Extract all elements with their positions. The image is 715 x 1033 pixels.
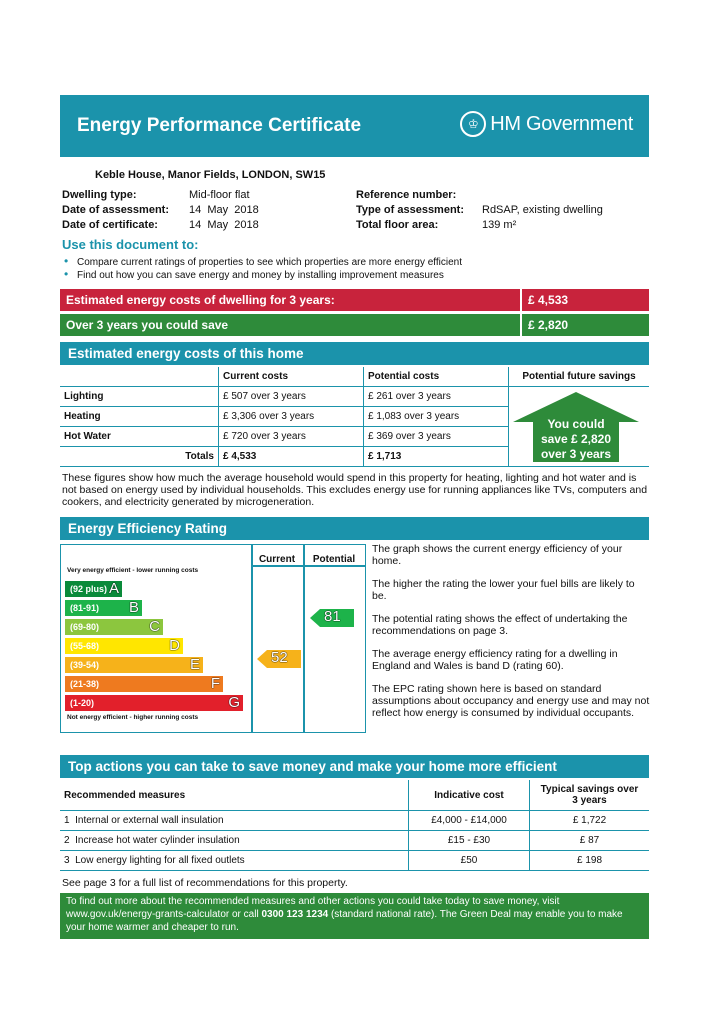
- certificate-title: Energy Performance Certificate: [77, 115, 362, 136]
- rating-band-b: [65, 600, 142, 616]
- band-letter: C: [149, 618, 160, 635]
- rating-band-e: [65, 657, 203, 673]
- current-rating-value: 52: [271, 649, 288, 666]
- certificate-header: [60, 95, 649, 157]
- footer-text: To find out more about the recommended measures and other actions you could take today to save money, visit www.gov.uk/energy-grants-calculator or call 0300 123 1234 (standard national rate). The Green Deal may enable you to make your home warmer and cheaper to run.: [66, 896, 623, 933]
- costs-note: These figures show how much the average household would spend in this property for heating, lighting and hot water and is not based on energy used by individual households. This excludes energy use for running appliances like TVs, computers and cookers, and electricity generated by microgeneration.: [62, 472, 648, 508]
- estimated-cost-label: Estimated energy costs of dwelling for 3 years:: [66, 293, 335, 307]
- rating-band-d: [65, 638, 183, 654]
- band-range: (1-20): [70, 698, 95, 708]
- savings-value: £ 2,820: [520, 314, 568, 336]
- rating-band-f: [65, 676, 223, 692]
- band-letter: F: [210, 675, 220, 692]
- bottom-caption: Not energy efficient - higher running costs: [67, 714, 199, 721]
- rating-band-g: [65, 695, 243, 711]
- chart-divider: [303, 545, 305, 732]
- list-item: • Find out how you can save energy and money by installing improvement measures: [62, 269, 462, 282]
- floor-area-value: 139 m²: [482, 219, 517, 231]
- potential-rating-marker: [310, 609, 354, 627]
- band-range: (39-54): [70, 660, 100, 670]
- savings-label: Over 3 years you could save: [66, 318, 229, 332]
- actions-note: See page 3 for a full list of recommendations for this property.: [62, 877, 348, 889]
- band-letter: E: [189, 656, 200, 673]
- table-header: Indicative cost: [409, 780, 530, 811]
- potential-column-header: Potential: [312, 554, 356, 565]
- top-caption: Very energy efficient - lower running costs: [67, 567, 199, 574]
- rating-section-header: Energy Efficiency Rating: [60, 517, 649, 540]
- actions-table: [60, 780, 649, 871]
- royal-crest-icon: ♔: [460, 111, 486, 137]
- chart-divider: [251, 545, 253, 732]
- table-row: 1 Internal or external wall insulation £4,000 - £14,000 £ 1,722: [60, 811, 649, 831]
- description-paragraph: The higher the rating the lower your fuel bills are likely to be.: [372, 578, 635, 602]
- band-letter: D: [169, 637, 180, 654]
- table-header: Potential costs: [364, 367, 509, 387]
- dwelling-type-value: Mid-floor flat: [189, 189, 250, 201]
- hm-government-logo: [460, 111, 633, 137]
- assessment-type-label: Type of assessment:: [356, 204, 465, 216]
- totals-row: Totals £ 4,533 £ 1,713: [60, 447, 649, 467]
- rating-bands: [65, 581, 249, 711]
- table-header: Recommended measures: [64, 789, 186, 801]
- reference-label: Reference number:: [356, 189, 457, 201]
- rating-band-c: [65, 619, 163, 635]
- rating-band-a: [65, 581, 122, 597]
- certificate-date-value: 14 May 2018: [189, 219, 259, 231]
- table-row: Lighting £ 507 over 3 years £ 261 over 3 years: [60, 387, 649, 407]
- potential-rating-value: 81: [324, 608, 341, 625]
- table-row: 2 Increase hot water cylinder insulation £15 - £30 £ 87: [60, 831, 649, 851]
- table-header: [60, 367, 219, 387]
- hm-government-label: HM Government: [490, 112, 633, 135]
- table-row: Hot Water £ 720 over 3 years £ 369 over 3 years: [60, 427, 649, 447]
- table-row: 3 Low energy lighting for all fixed outlets £50 £ 198: [60, 851, 649, 871]
- estimated-cost-value: £ 4,533: [520, 289, 568, 311]
- assessment-type-value: RdSAP, existing dwelling: [482, 204, 603, 216]
- chart-divider: [251, 565, 365, 567]
- current-rating-marker: [257, 650, 301, 668]
- band-letter: G: [228, 694, 240, 711]
- description-paragraph: The graph shows the current energy efficiency of your home.: [372, 543, 623, 567]
- costs-section-header: Estimated energy costs of this home: [60, 342, 649, 365]
- actions-section-header: Top actions you can take to save money and make your home more efficient: [60, 755, 649, 778]
- floor-area-label: Total floor area:: [356, 219, 439, 231]
- description-paragraph: The potential rating shows the effect of undertaking the recommendations on page 3.: [372, 613, 628, 637]
- dwelling-type-label: Dwelling type:: [62, 189, 137, 201]
- use-document-list: [62, 256, 462, 282]
- savings-bar: [60, 314, 649, 336]
- description-paragraph: The EPC rating shown here is based on standard assumptions about occupancy and energy use and may not reflect how energy is consumed by individual occupants.: [372, 683, 650, 719]
- estimated-cost-bar: [60, 289, 649, 311]
- assessment-date-label: Date of assessment:: [62, 204, 169, 216]
- table-header: Potential future savings: [509, 367, 650, 387]
- band-range: (55-68): [70, 641, 100, 651]
- band-range: (69-80): [70, 622, 100, 632]
- band-range: (21-38): [70, 679, 100, 689]
- list-item: • Compare current ratings of properties to see which properties are more energy efficient: [62, 256, 462, 269]
- table-header: Typical savings over 3 years: [530, 780, 650, 811]
- table-header: Current costs: [219, 367, 364, 387]
- rating-description: [372, 543, 650, 719]
- band-letter: A: [108, 580, 119, 597]
- energy-rating-chart: [60, 544, 366, 733]
- band-letter: B: [128, 599, 139, 616]
- savings-arrow-text: You could save £ 2,820 over 3 years: [540, 417, 612, 461]
- assessment-date-value: 14 May 2018: [189, 204, 259, 216]
- band-range: (81-91): [70, 603, 100, 613]
- description-paragraph: The average energy efficiency rating for a dwelling in England and Wales is band D (rating 60).: [372, 648, 618, 672]
- band-range: (92 plus): [70, 584, 108, 594]
- certificate-date-label: Date of certificate:: [62, 219, 158, 231]
- table-row: Heating £ 3,306 over 3 years £ 1,083 over 3 years: [60, 407, 649, 427]
- property-address: Keble House, Manor Fields, LONDON, SW15: [95, 169, 326, 181]
- footer-info: [60, 893, 649, 939]
- current-column-header: Current: [258, 554, 296, 565]
- use-document-heading: Use this document to:: [62, 237, 199, 252]
